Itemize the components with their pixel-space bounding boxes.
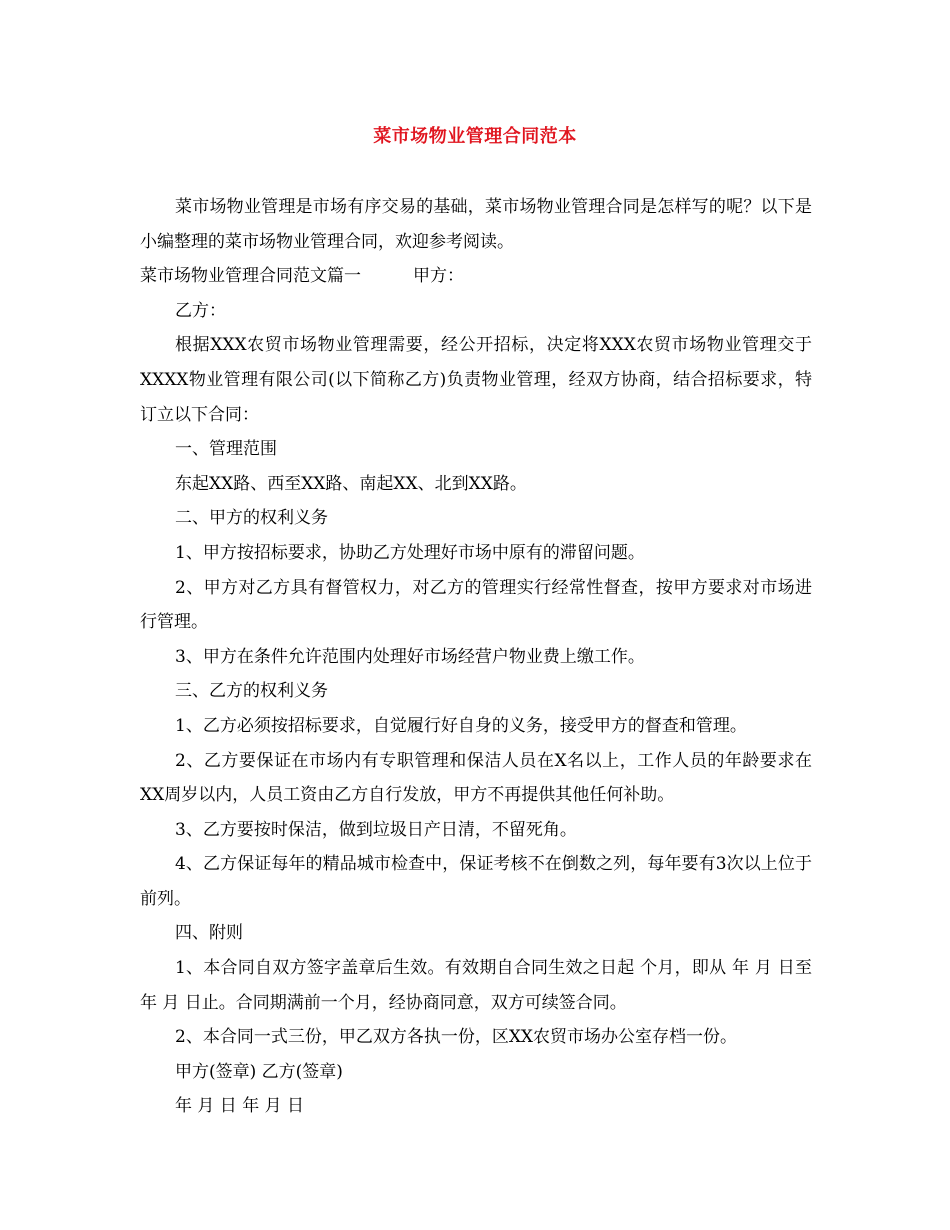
section-heading: 三、乙方的权利义务 <box>175 681 328 702</box>
section-item: 4、乙方保证每年的精品城市检查中，保证考核不在倒数之列，每年要有3次以上位于前列。 <box>140 854 812 909</box>
date-line: 年 月 日 年 月 日 <box>175 1096 305 1117</box>
section-heading: 一、管理范围 <box>175 439 277 460</box>
preamble-paragraph: 根据XXX农贸市场物业管理需要，经公开招标，决定将XXX农贸市场物业管理交于XXXX物业管理有限公司(以下简称乙方)负责物业管理，经双方协商，结合招标要求，特订立以下合同： <box>140 335 812 425</box>
section-heading: 四、附则 <box>175 923 243 944</box>
section-item: 东起XX路、西至XX路、南起XX、北到XX路。 <box>175 473 527 494</box>
section-item: 1、本合同自双方签字盖章后生效。有效期自合同生效之日起 个月，即从 年 月 日至 年 月 日止。合同期满前一个月，经协商同意，双方可续签合同。 <box>140 958 812 1013</box>
section-item: 2、甲方对乙方具有督管权力，对乙方的管理实行经常性督查，按甲方要求对市场进行管理。 <box>140 577 812 633</box>
section-item: 2、乙方要保证在市场内有专职管理和保洁人员在X名以上，工作人员的年龄要求在XX周岁以内，人员工资由乙方自行发放，甲方不再提供其他任何补助。 <box>140 750 812 806</box>
section-item: 2、本合同一式三份，甲乙双方各执一份，区XX农贸市场办公室存档一份。 <box>175 1027 738 1048</box>
section-item: 3、乙方要按时保洁，做到垃圾日产日清，不留死角。 <box>175 819 577 840</box>
sample-heading: 菜市场物业管理合同范文篇一 <box>140 266 361 287</box>
section-heading: 二、甲方的权利义务 <box>175 508 328 529</box>
section-item: 1、乙方必须按招标要求，自觉履行好自身的义务，接受甲方的督查和管理。 <box>175 715 747 736</box>
document-title: 菜市场物业管理合同范本 <box>373 126 577 147</box>
section-item: 1、甲方按招标要求，协助乙方处理好市场中原有的滞留问题。 <box>175 542 645 563</box>
section-item: 3、甲方在条件允许范围内处理好市场经营户物业费上缴工作。 <box>175 646 645 667</box>
party-a-label: 甲方： <box>413 266 464 287</box>
sample-heading-line <box>140 259 812 294</box>
intro-paragraph: 菜市场物业管理是市场有序交易的基础，菜市场物业管理合同是怎样写的呢？以下是小编整理的菜市场物业管理合同，欢迎参考阅读。 <box>140 197 812 252</box>
signature-line: 甲方(签章) 乙方(签章) <box>175 1061 343 1082</box>
document-body <box>140 190 812 1124</box>
party-b-label: 乙方： <box>175 300 226 321</box>
